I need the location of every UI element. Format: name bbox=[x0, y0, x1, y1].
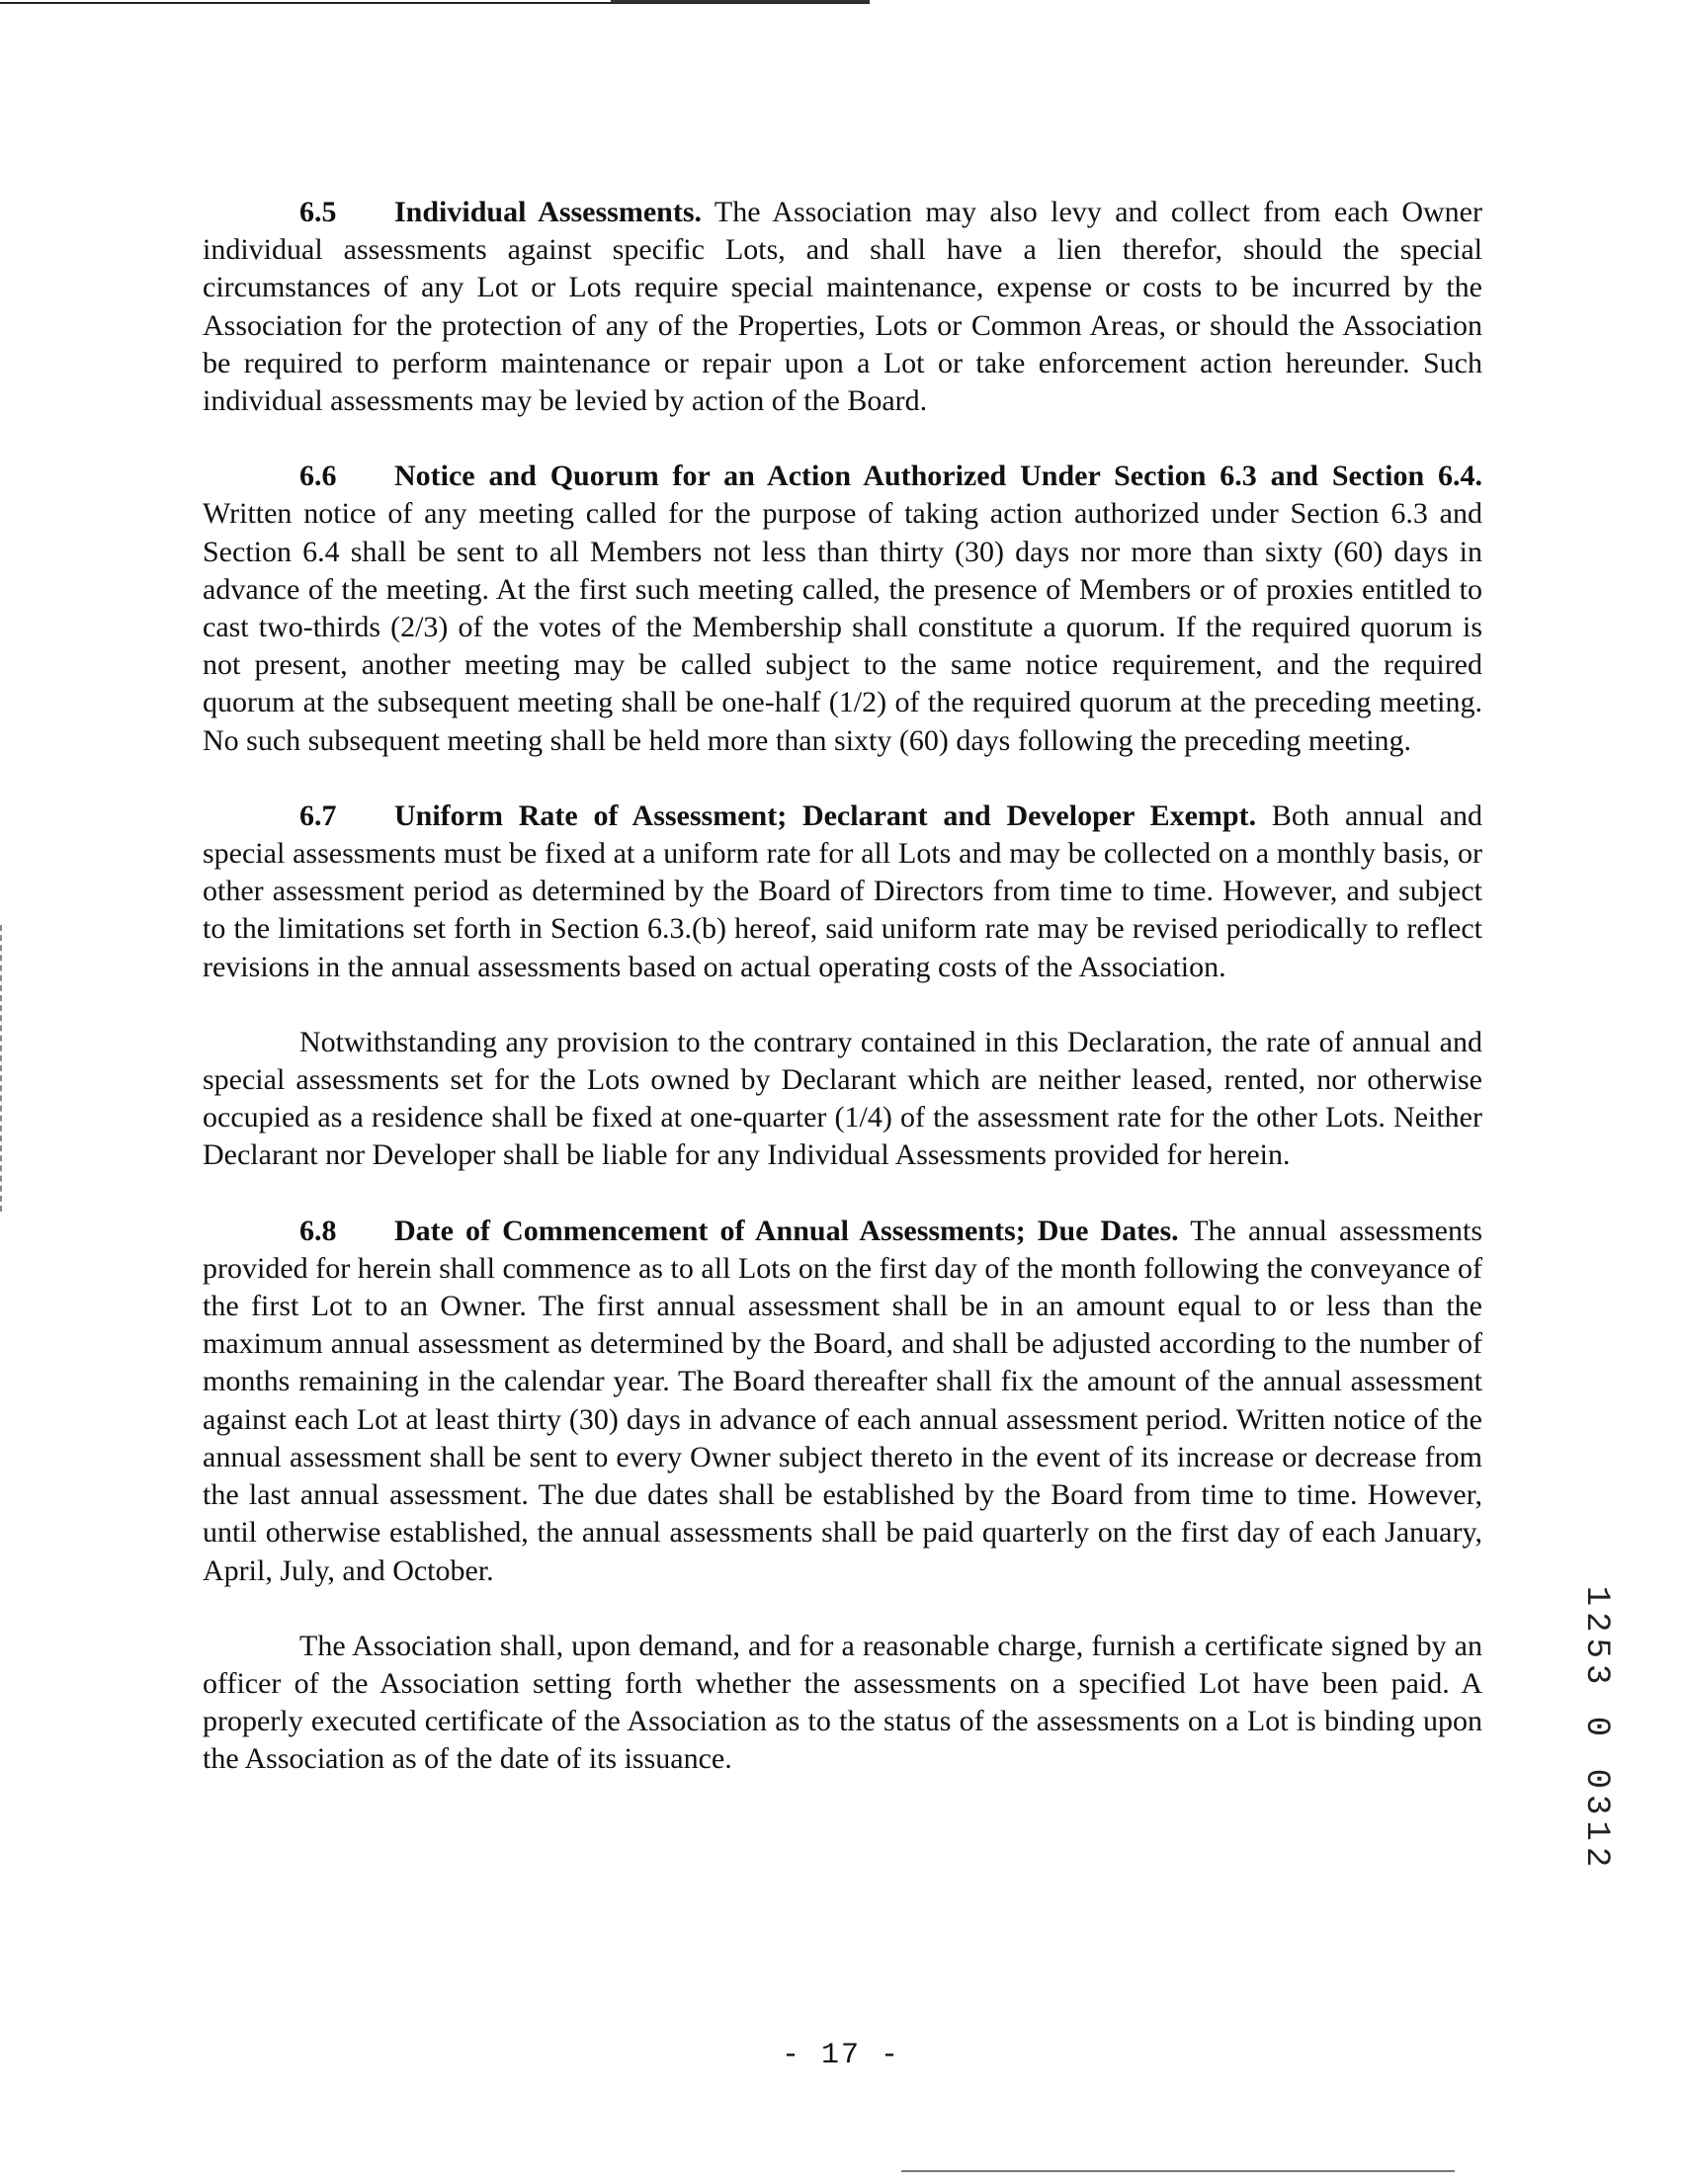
section-number: 6.8 bbox=[299, 1214, 337, 1247]
section-title: Notice and Quorum for an Action Authorized Under Section 6.3 and Section 6.4. bbox=[394, 460, 1482, 493]
section-6-7-continuation bbox=[203, 1024, 1482, 1175]
section-number: 6.6 bbox=[299, 460, 337, 493]
section-6-8 bbox=[203, 1213, 1482, 1590]
page-number: - 17 - bbox=[781, 2039, 901, 2072]
section-6-7 bbox=[203, 798, 1482, 986]
document-body bbox=[203, 194, 1482, 1816]
section-text: Written notice of any meeting called for the purpose of taking action authorized under Section 6.3 and Section 6.4 shall be sent to all Members not less than thirty (30) days nor more than sixty (60) days in advance of the meeting. At the first such meeting called, the presence of Members or of proxies entitled to cast two-thirds (2/3) of the votes of the Membership shall constitute a quorum. If the required quorum is not present, another meeting may be called subject to the same notice requirement, and the required quorum at the subsequent meeting shall be one-half (1/2) of the required quorum at the preceding meeting. No such subsequent meeting shall be held more than sixty (60) days following the preceding meeting. bbox=[203, 497, 1482, 757]
section-title: Date of Commencement of Annual Assessments; Due Dates. bbox=[394, 1214, 1179, 1247]
scan-top-edge-line-thick bbox=[611, 0, 870, 3]
section-text: Notwithstanding any provision to the contrary contained in this Declaration, the rate of annual and special assessments set for the Lots owned by Declarant which are neither leased, rented, nor otherwise occupied as a residence shall be fixed at one-quarter (1/4) of the assessment rate for the other Lots. Neither Declarant nor Developer shall be liable for any Individual Assessments provided for herein. bbox=[203, 1025, 1482, 1172]
section-title: Individual Assessments. bbox=[394, 196, 703, 228]
section-text: Both annual and special assessments must be fixed at a uniform rate for all Lots and may be collected on a monthly basis, or other assessment period as determined by the Board of Directors from time to time. However, and subject to the limitations set forth in Section 6.3.(b) hereof, said uniform rate may be revised periodically to reflect revisions in the annual assessments based on actual operating costs of the Association. bbox=[203, 798, 1482, 983]
section-6-6 bbox=[203, 458, 1482, 760]
margin-stamp-text: 1253 0 0312 bbox=[1577, 1585, 1615, 1874]
section-title: Uniform Rate of Assessment; Declarant and Developer Exempt. bbox=[394, 798, 1257, 832]
section-number: 6.5 bbox=[299, 196, 337, 228]
section-6-8-continuation bbox=[203, 1628, 1482, 1779]
section-6-5 bbox=[203, 194, 1482, 420]
section-text: The Association may also levy and collect from each Owner individual assessments against specific Lots, and shall have a lien therefor, should the special circumstances of any Lot or Lots require special maintenance, expense or costs to be incurred by the Association for the protection of any of the Properties, Lots or Common Areas, or should the Association be required to perform maintenance or repair upon a Lot or take enforcement action hereunder. Such individual assessments may be levied by action of the Board. bbox=[203, 196, 1482, 418]
section-text: The annual assessments provided for herein shall commence as to all Lots on the first day of the month following the conveyance of the first Lot to an Owner. The first annual assessment shall be in an amount equal to or less than the maximum annual assessment as determined by the Board, and shall be adjusted according to the number of months remaining in the calendar year. The Board thereafter shall fix the amount of the annual assessment against each Lot at least thirty (30) days in advance of each annual assessment period. Written notice of the annual assessment shall be sent to every Owner subject thereto in the event of its increase or decrease from the last annual assessment. The due dates shall be established by the Board from time to time. However, until otherwise established, the annual assessments shall be paid quarterly on the first day of each January, April, July, and October. bbox=[203, 1214, 1482, 1587]
section-text: The Association shall, upon demand, and for a reasonable charge, furnish a certificate signed by an officer of the Association setting forth whether the assessments on a specified Lot have been paid. A properly executed certificate of the Association as to the status of the assessments on a Lot is binding upon the Association as of the date of its issuance. bbox=[203, 1629, 1482, 1776]
scan-bottom-edge-line bbox=[901, 2170, 1455, 2172]
scan-left-edge-marks bbox=[0, 925, 5, 1212]
margin-recording-stamp bbox=[1542, 1581, 1650, 1878]
section-number: 6.7 bbox=[299, 798, 337, 832]
